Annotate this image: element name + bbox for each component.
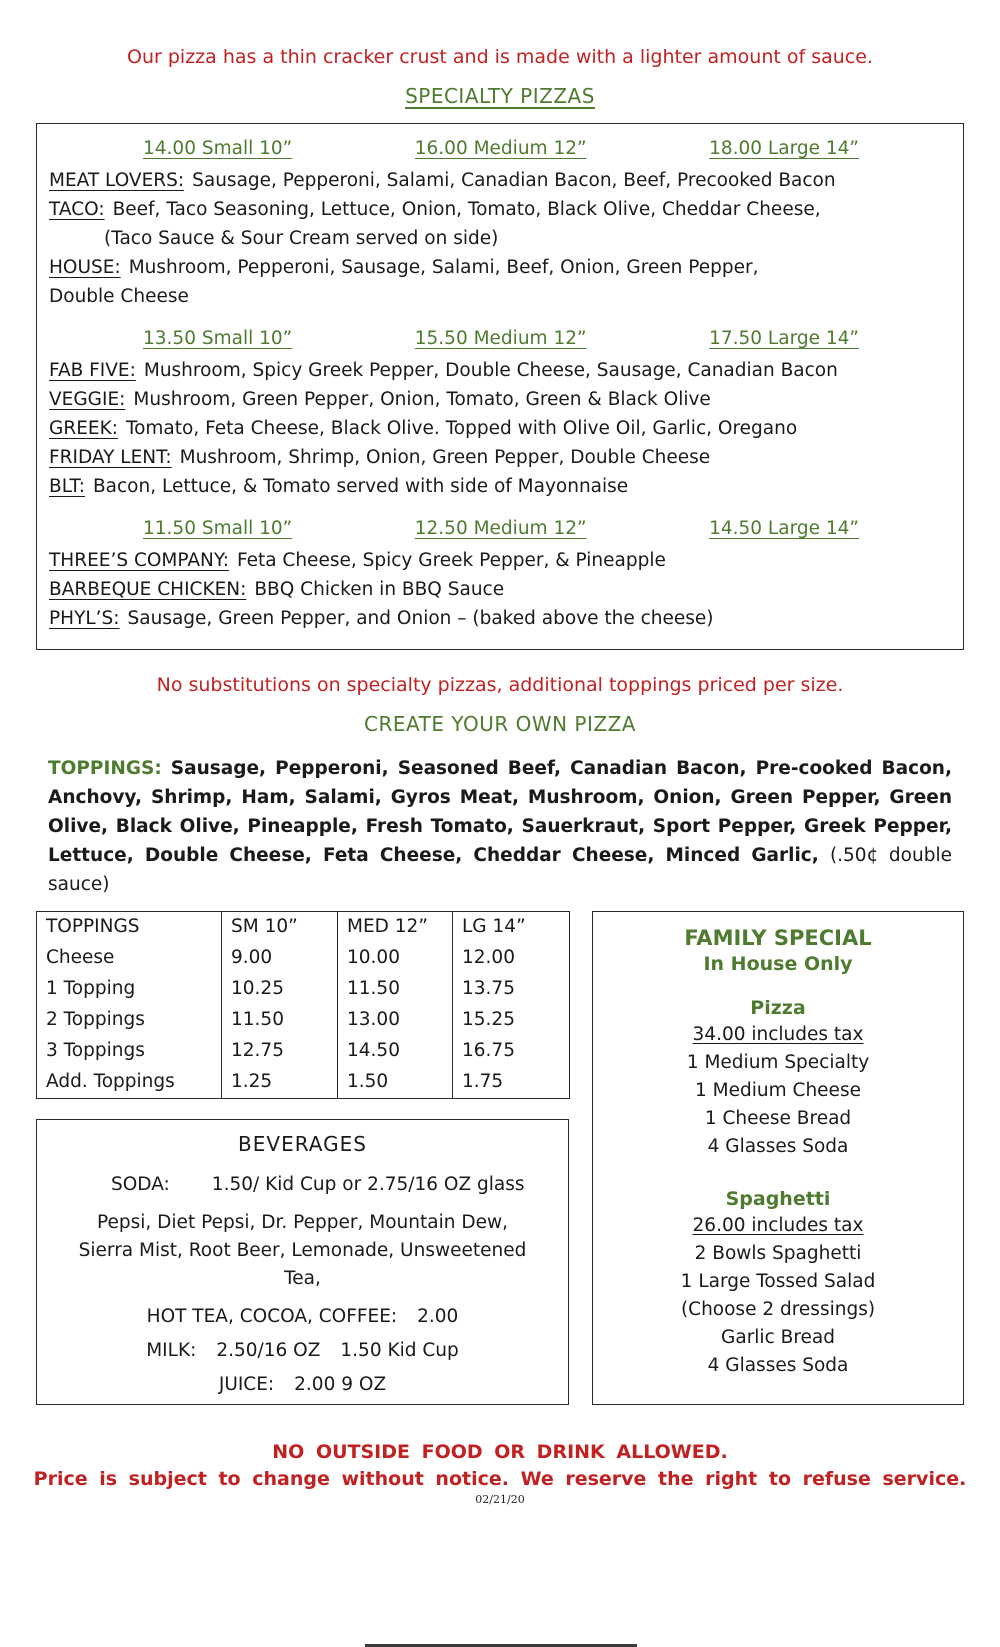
milk-price-kid: 1.50 Kid Cup: [340, 1340, 459, 1361]
beverages-box: [36, 1119, 569, 1405]
menu-item-desc: BBQ Chicken in BBQ Sauce: [254, 579, 505, 600]
juice-line: [53, 1374, 552, 1395]
table-row: [37, 974, 570, 1005]
menu-item-house-cont: Double Cheese: [49, 286, 189, 307]
menu-item-name: PHYL’S:: [49, 608, 120, 629]
price-medium: 15.50 Medium 12”: [414, 328, 587, 349]
hot-drinks-price: 2.00: [417, 1306, 459, 1327]
menu-item-desc: Mushroom, Green Pepper, Onion, Tomato, Green & Black Olive: [133, 389, 711, 410]
substitution-note: No substitutions on specialty pizzas, additional toppings priced per size.: [156, 674, 844, 696]
menu-item-desc: Sausage, Pepperoni, Salami, Canadian Bacon, Beef, Precooked Bacon: [192, 170, 836, 191]
left-column: [36, 911, 569, 1405]
header-sm: SM 10”: [222, 912, 338, 944]
soda-line: [111, 1174, 552, 1195]
price-cell: 16.75: [453, 1036, 570, 1067]
specialty-pizzas-box: [36, 123, 964, 650]
soda-price: 1.50/ Kid Cup or 2.75/16 OZ glass: [211, 1174, 525, 1195]
menu-date: 02/21/20: [475, 1493, 525, 1506]
row-label: 3 Toppings: [46, 1040, 145, 1061]
price-cell: 10.00: [338, 943, 453, 974]
menu-item-barbeque-chicken: [49, 575, 951, 604]
row-label: 2 Toppings: [46, 1009, 145, 1030]
menu-item-name: HOUSE:: [49, 257, 121, 278]
price-cell: 1.25: [222, 1067, 338, 1099]
menu-item-taco-cont: (Taco Sauce & Sour Cream served on side): [104, 228, 499, 249]
menu-item-name: MEAT LOVERS:: [49, 170, 185, 191]
family-spaghetti-item: 4 Glasses Soda: [707, 1355, 849, 1376]
price-change-notice: Price is subject to change without notice. We reserve the right to refuse service.: [33, 1468, 967, 1490]
toppings-label: TOPPINGS:: [48, 758, 162, 779]
family-special-subtitle: In House Only: [703, 953, 853, 975]
specialty-group-2: [49, 328, 951, 501]
hot-drinks-label: HOT TEA, COCOA, COFFEE:: [146, 1306, 398, 1327]
price-cell: 11.50: [222, 1005, 338, 1036]
family-spaghetti-heading: Spaghetti: [725, 1188, 831, 1210]
family-pizza-item: 1 Medium Specialty: [686, 1052, 870, 1073]
menu-item-friday-lent: [49, 443, 951, 472]
family-pizza-item: 4 Glasses Soda: [707, 1136, 849, 1157]
menu-item-phyls: [49, 604, 951, 633]
milk-price-large: 2.50/16 OZ: [216, 1340, 321, 1361]
price-line-group-3: [143, 518, 859, 539]
family-spaghetti-item: Garlic Bread: [721, 1327, 835, 1348]
price-cell: 11.50: [338, 974, 453, 1005]
menu-item-threes-company: [49, 546, 951, 575]
family-special-box: [592, 911, 964, 1405]
price-large: 17.50 Large 14”: [709, 328, 859, 349]
create-your-own-title: CREATE YOUR OWN PIZZA: [364, 712, 636, 736]
juice-price: 2.00 9 OZ: [294, 1374, 387, 1395]
price-small: 14.00 Small 10”: [143, 138, 293, 159]
family-special-title: FAMILY SPECIAL: [684, 926, 872, 950]
header-toppings: TOPPINGS: [46, 916, 140, 937]
menu-item-taco: [49, 195, 951, 224]
family-spaghetti-price: 26.00 includes tax: [692, 1215, 864, 1236]
price-cell: 14.50: [338, 1036, 453, 1067]
family-spaghetti-item: 2 Bowls Spaghetti: [694, 1243, 862, 1264]
table-row: [37, 1036, 570, 1067]
milk-label: MILK:: [146, 1340, 197, 1361]
no-outside-food-notice: NO OUTSIDE FOOD OR DRINK ALLOWED.: [272, 1441, 728, 1463]
menu-item-desc: Mushroom, Shrimp, Onion, Green Pepper, Double Cheese: [179, 447, 711, 468]
price-small: 13.50 Small 10”: [143, 328, 293, 349]
family-pizza-heading: Pizza: [750, 997, 806, 1019]
table-row: [37, 943, 570, 974]
price-cell: 12.00: [453, 943, 570, 974]
row-label: Add. Toppings: [46, 1071, 175, 1092]
price-large: 18.00 Large 14”: [709, 138, 859, 159]
menu-item-desc: Feta Cheese, Spicy Greek Pepper, & Pineapple: [236, 550, 666, 571]
lower-columns: [36, 911, 964, 1405]
menu-item-greek: [49, 414, 951, 443]
table-row: [37, 1067, 570, 1099]
menu-item-name: GREEK:: [49, 418, 118, 439]
toppings-list: Sausage, Pepperoni, Seasoned Beef, Canadian Bacon, Pre-cooked Bacon, Anchovy, Shrimp, Ham, Salami, Gyros Meat, Mushroom, Onion, Green Pepper, Green Olive, Black Olive, Pineapple, Fresh Tomato, Sauerkraut, Sport Pepper, Greek Pepper, Lettuce, Double Cheese, Feta Cheese, Cheddar Cheese, Minced Garlic,: [48, 758, 952, 866]
price-medium: 12.50 Medium 12”: [414, 518, 587, 539]
menu-item-meat-lovers: [49, 166, 951, 195]
specialty-group-1: [49, 138, 951, 311]
table-header-row: [37, 912, 570, 944]
price-cell: 1.75: [453, 1067, 570, 1099]
toppings-paragraph: [48, 754, 952, 899]
family-pizza-price: 34.00 includes tax: [692, 1024, 864, 1045]
menu-item-desc: Bacon, Lettuce, & Tomato served with side of Mayonnaise: [92, 476, 629, 497]
menu-item-desc: Mushroom, Spicy Greek Pepper, Double Cheese, Sausage, Canadian Bacon: [143, 360, 838, 381]
juice-label: JUICE:: [218, 1374, 275, 1395]
specialty-pizzas-title: SPECIALTY PIZZAS: [405, 84, 595, 108]
family-pizza-item: 1 Medium Cheese: [695, 1080, 861, 1101]
menu-item-desc: Sausage, Green Pepper, and Onion – (baked above the cheese): [127, 608, 714, 629]
price-cell: 9.00: [222, 943, 338, 974]
header-med: MED 12”: [338, 912, 453, 944]
price-cell: 13.75: [453, 974, 570, 1005]
beverages-title: BEVERAGES: [238, 1132, 367, 1156]
crust-intro-note: Our pizza has a thin cracker crust and is made with a lighter amount of sauce.: [127, 46, 873, 68]
price-cell: 10.25: [222, 974, 338, 1005]
price-small: 11.50 Small 10”: [143, 518, 293, 539]
menu-item-name: BLT:: [49, 476, 85, 497]
menu-item-name: THREE’S COMPANY:: [49, 550, 229, 571]
menu-item-name: VEGGIE:: [49, 389, 126, 410]
menu-item-desc: Beef, Taco Seasoning, Lettuce, Onion, Tomato, Black Olive, Cheddar Cheese,: [112, 199, 821, 220]
toppings-sauce-note: (.50¢ double sauce): [48, 845, 952, 895]
menu-item-desc: Mushroom, Pepperoni, Sausage, Salami, Beef, Onion, Green Pepper,: [128, 257, 759, 278]
price-cell: 12.75: [222, 1036, 338, 1067]
soda-flavors: Pepsi, Diet Pepsi, Dr. Pepper, Mountain Dew, Sierra Mist, Root Beer, Lemonade, Unsweetened Tea,: [78, 1212, 527, 1289]
menu-item-house: [49, 253, 951, 282]
menu-item-name: FRIDAY LENT:: [49, 447, 172, 468]
menu-item-name: FAB FIVE:: [49, 360, 136, 381]
menu-item-blt: [49, 472, 951, 501]
menu-item-desc: Tomato, Feta Cheese, Black Olive. Topped with Olive Oil, Garlic, Oregano: [125, 418, 798, 439]
price-line-group-1: [143, 138, 859, 159]
price-cell: 1.50: [338, 1067, 453, 1099]
menu-item-name: TACO:: [49, 199, 105, 220]
milk-line: [53, 1340, 552, 1361]
family-spaghetti-item: (Choose 2 dressings): [680, 1299, 876, 1320]
toppings-price-table: [36, 911, 570, 1099]
soda-label: SODA:: [111, 1174, 170, 1195]
row-label: Cheese: [46, 947, 115, 968]
header-lg: LG 14”: [453, 912, 570, 944]
hot-drinks-line: [53, 1306, 552, 1327]
specialty-group-3: [49, 518, 951, 633]
family-spaghetti-item: 1 Large Tossed Salad: [680, 1271, 876, 1292]
price-large: 14.50 Large 14”: [709, 518, 859, 539]
row-label: 1 Topping: [46, 978, 136, 999]
table-row: [37, 1005, 570, 1036]
family-pizza-item: 1 Cheese Bread: [704, 1108, 852, 1129]
price-line-group-2: [143, 328, 859, 349]
menu-item-name: BARBEQUE CHICKEN:: [49, 579, 247, 600]
price-cell: 13.00: [338, 1005, 453, 1036]
price-medium: 16.00 Medium 12”: [414, 138, 587, 159]
price-cell: 15.25: [453, 1005, 570, 1036]
menu-item-fab-five: [49, 356, 951, 385]
menu-item-veggie: [49, 385, 951, 414]
